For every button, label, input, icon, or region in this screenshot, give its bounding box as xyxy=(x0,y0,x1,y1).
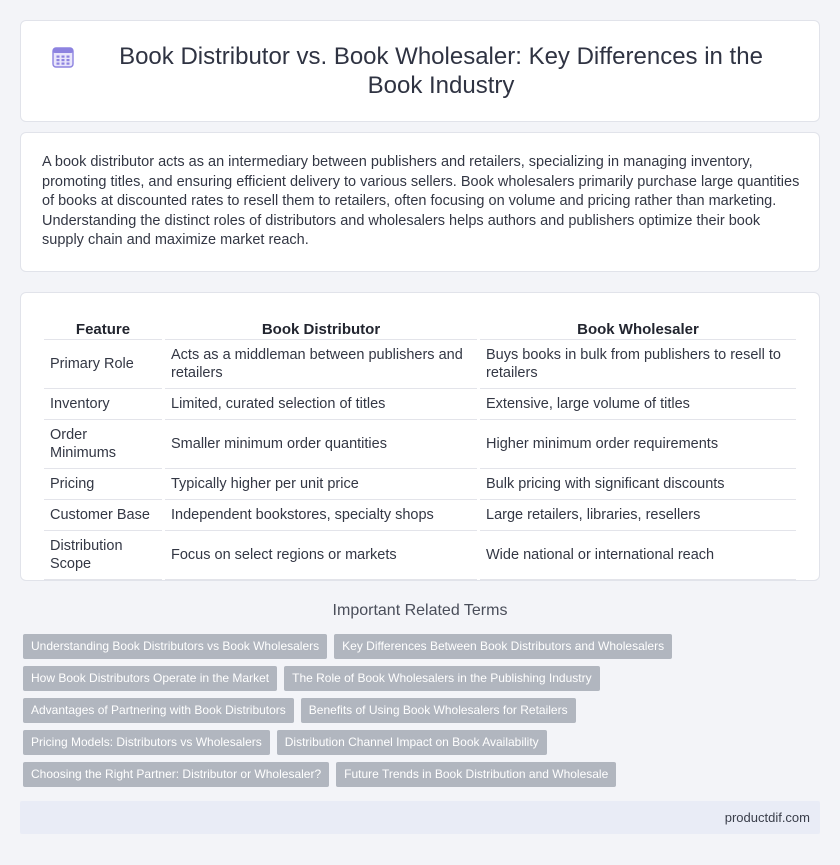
related-term-tag[interactable]: Pricing Models: Distributors vs Wholesalers xyxy=(23,730,270,755)
page-title: Book Distributor vs. Book Wholesaler: Key Differences in the Book Industry xyxy=(119,43,763,99)
title-card xyxy=(20,20,820,122)
comparison-table xyxy=(41,313,799,580)
related-term-tag[interactable]: The Role of Book Wholesalers in the Publishing Industry xyxy=(284,666,600,691)
table-row xyxy=(44,469,796,500)
comparison-card xyxy=(20,292,820,581)
feature-cell: Pricing xyxy=(44,469,162,500)
intro-card xyxy=(20,132,820,272)
footer-site-link[interactable]: productdif.com xyxy=(724,810,810,825)
related-terms-heading: Important Related Terms xyxy=(332,602,508,619)
distributor-cell: Independent bookstores, specialty shops xyxy=(165,500,477,531)
related-term-tag[interactable]: Choosing the Right Partner: Distributor or Wholesaler? xyxy=(23,762,329,787)
wholesaler-cell: Extensive, large volume of titles xyxy=(480,389,796,420)
wholesaler-cell: Wide national or international reach xyxy=(480,531,796,580)
table-row xyxy=(44,389,796,420)
wholesaler-cell: Large retailers, libraries, resellers xyxy=(480,500,796,531)
distributor-cell: Acts as a middleman between publishers and retailers xyxy=(165,340,477,389)
table-row xyxy=(44,500,796,531)
related-term-tag[interactable]: Benefits of Using Book Wholesalers for Retailers xyxy=(301,698,576,723)
wholesaler-cell: Bulk pricing with significant discounts xyxy=(480,469,796,500)
wholesaler-cell: Higher minimum order requirements xyxy=(480,420,796,469)
intro-paragraph: A book distributor acts as an intermediary between publishers and retailers, specializing in managing inventory, promoting titles, and ensuring efficient delivery to various sellers. Book wholesalers primarily purchase large quantities of books at discounted rates to resell them to retailers, often focusing on volume and pricing rather than marketing. Understanding the distinct roles of distributors and wholesalers helps authors and publishers optimize their book supply chain and maximize market reach. xyxy=(42,154,800,248)
feature-cell: Distribution Scope xyxy=(44,531,162,580)
table-row xyxy=(44,531,796,580)
table-header-row xyxy=(44,313,796,340)
tag-row xyxy=(23,698,803,723)
feature-cell: Primary Role xyxy=(44,340,162,389)
header-book-distributor: Book Distributor xyxy=(165,313,477,340)
feature-cell: Order Minimums xyxy=(44,420,162,469)
related-term-tag[interactable]: Understanding Book Distributors vs Book Wholesalers xyxy=(23,634,327,659)
header-book-wholesaler: Book Wholesaler xyxy=(480,313,796,340)
feature-cell: Customer Base xyxy=(44,500,162,531)
related-term-tag[interactable]: Advantages of Partnering with Book Distributors xyxy=(23,698,294,723)
footer xyxy=(20,801,820,834)
related-terms-list xyxy=(23,634,803,794)
related-term-tag[interactable]: Key Differences Between Book Distributors and Wholesalers xyxy=(334,634,672,659)
distributor-cell: Limited, curated selection of titles xyxy=(165,389,477,420)
tag-row xyxy=(23,634,803,659)
table-row xyxy=(44,340,796,389)
tag-row xyxy=(23,762,803,787)
wholesaler-cell: Buys books in bulk from publishers to resell to retailers xyxy=(480,340,796,389)
related-term-tag[interactable]: How Book Distributors Operate in the Market xyxy=(23,666,277,691)
feature-cell: Inventory xyxy=(44,389,162,420)
header-feature: Feature xyxy=(44,313,162,340)
related-term-tag[interactable]: Distribution Channel Impact on Book Availability xyxy=(277,730,547,755)
related-term-tag[interactable]: Future Trends in Book Distribution and Wholesale xyxy=(336,762,616,787)
table-row xyxy=(44,420,796,469)
distributor-cell: Smaller minimum order quantities xyxy=(165,420,477,469)
distributor-cell: Typically higher per unit price xyxy=(165,469,477,500)
tag-row xyxy=(23,730,803,755)
tag-row xyxy=(23,666,803,691)
distributor-cell: Focus on select regions or markets xyxy=(165,531,477,580)
